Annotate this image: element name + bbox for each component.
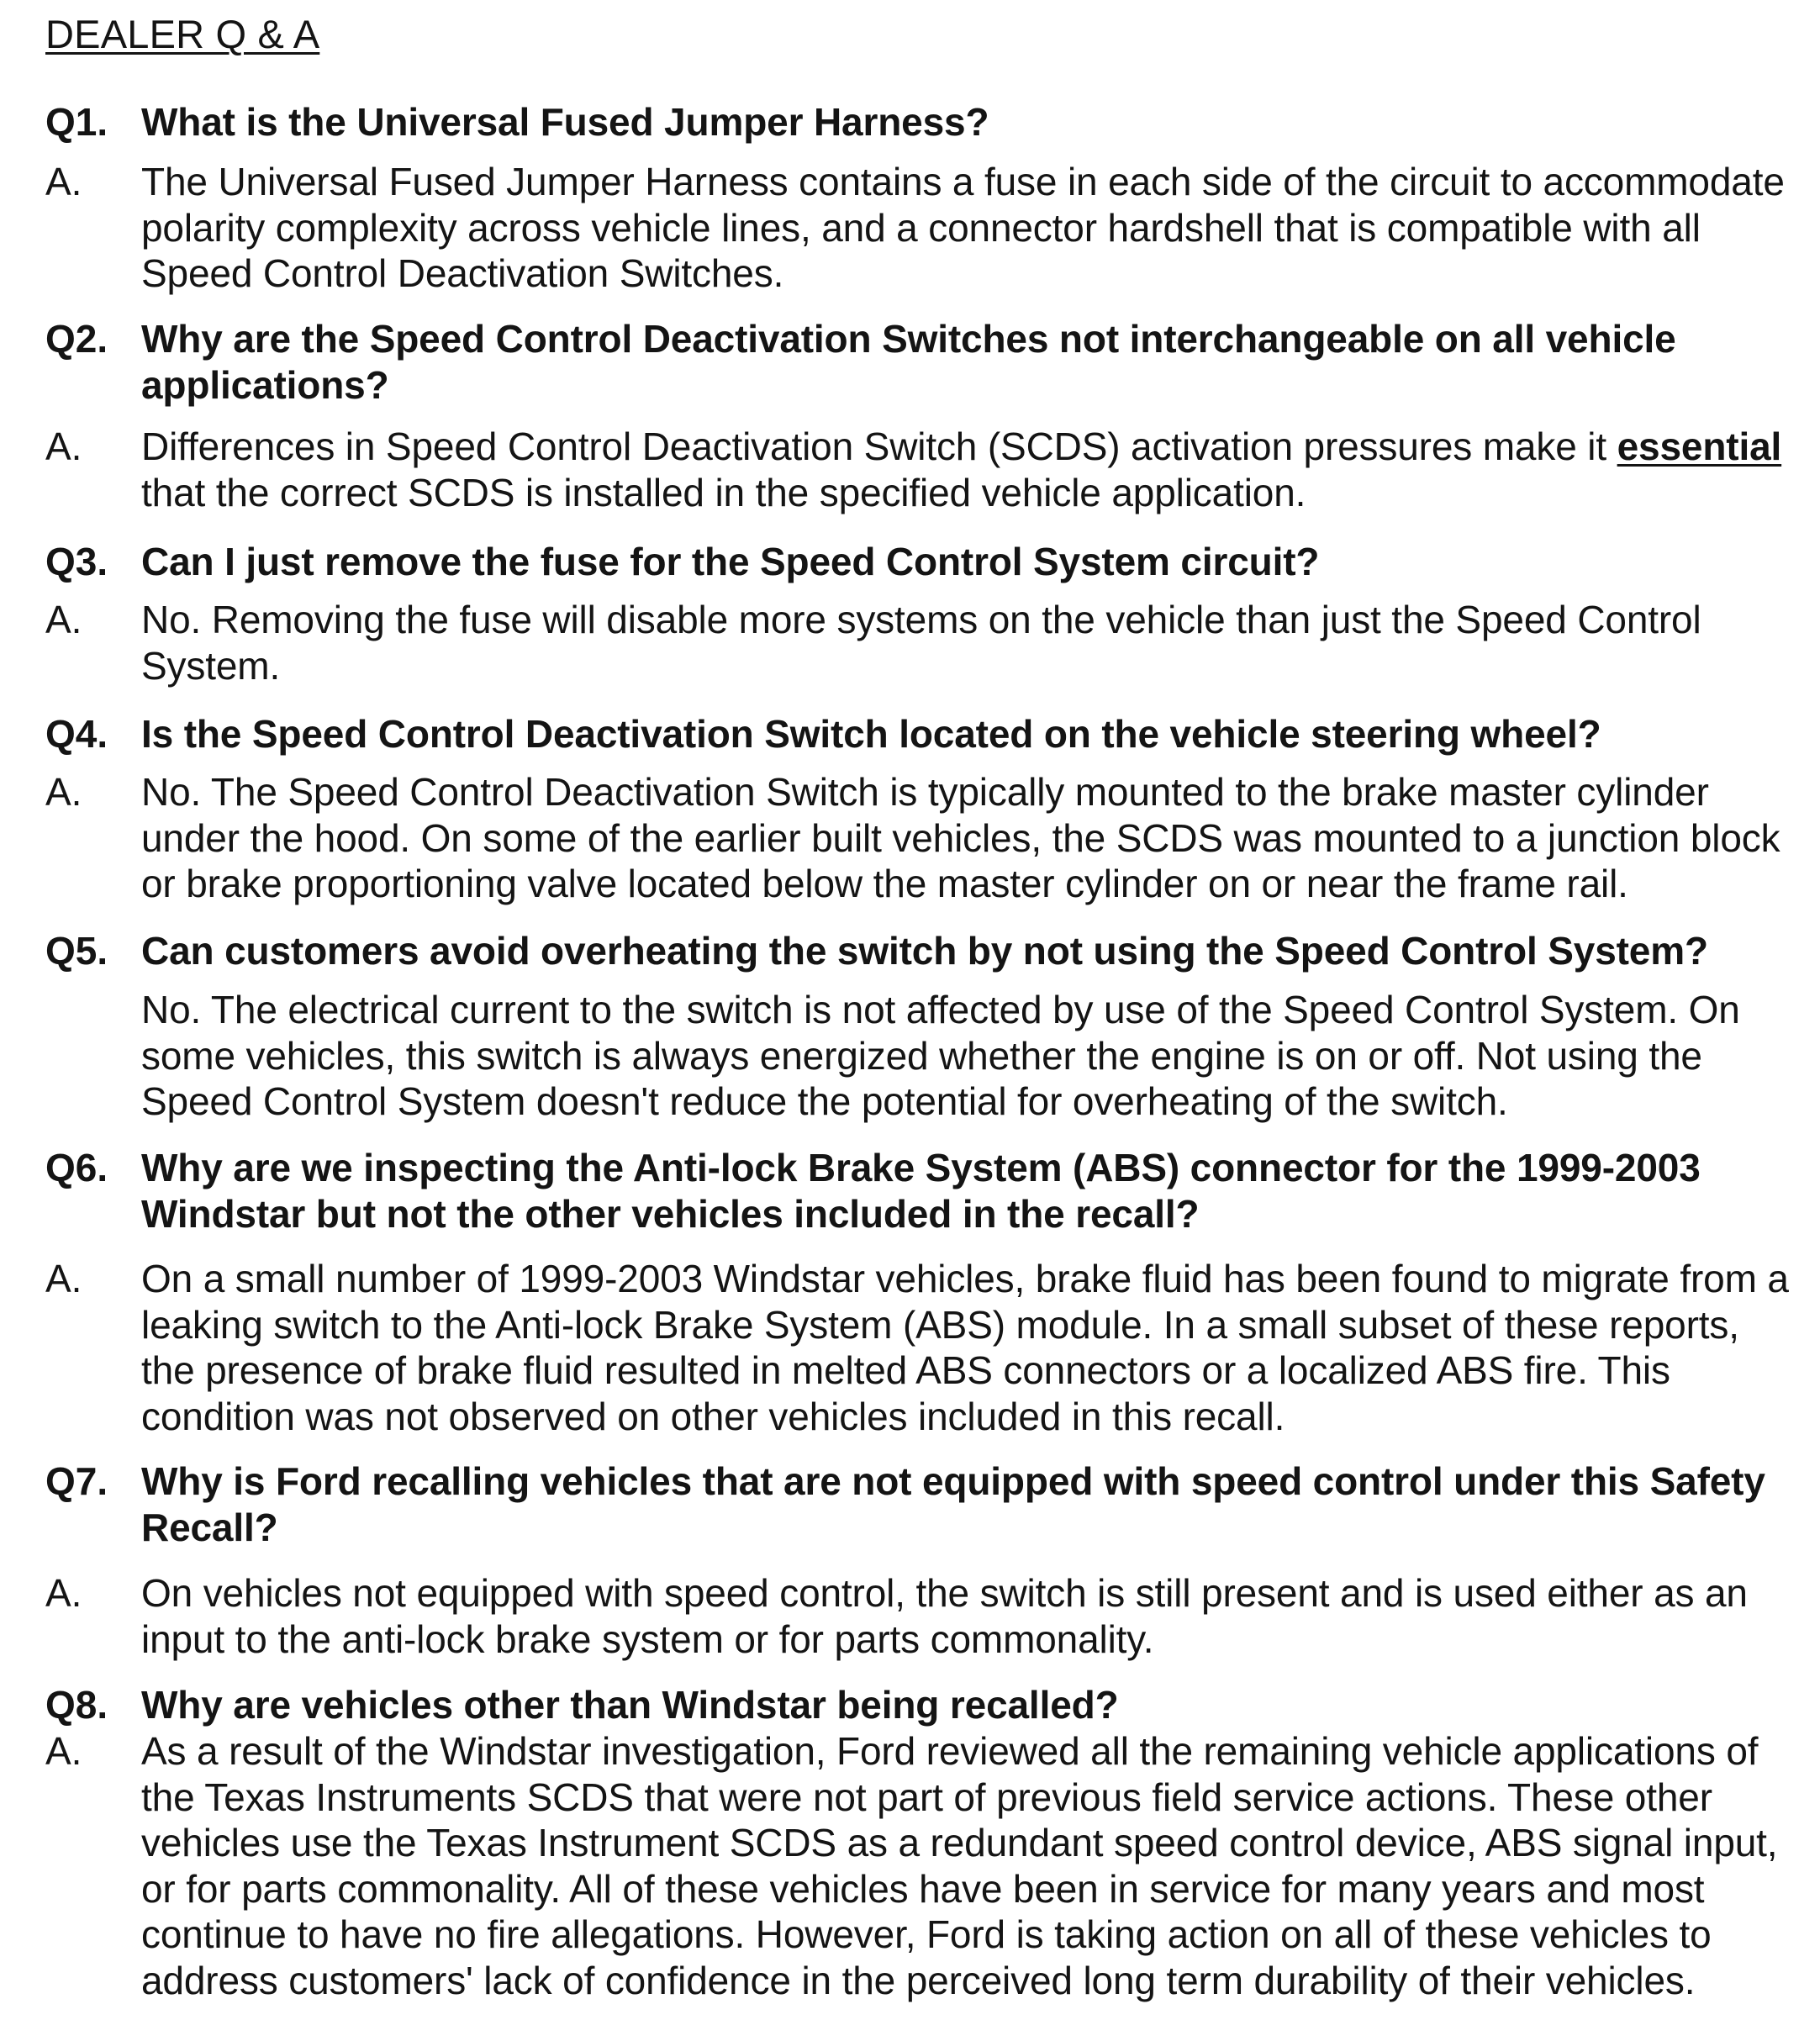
question-label: Q6. [45,1146,108,1189]
question-text: Is the Speed Control Deactivation Switch located on the vehicle steering wheel? [141,712,1601,756]
page-title: DEALER Q & A [45,12,320,56]
question-text: Can customers avoid overheating the switch by not using the Speed Control System? [141,929,1708,973]
answer-label: A. [45,770,82,814]
answer-label: A. [45,160,82,203]
question-text: What is the Universal Fused Jumper Harness? [141,100,989,144]
emphasis-text: essential [1617,425,1782,468]
answer-text: No. The Speed Control Deactivation Switch is typically mounted to the brake master cylinder under the hood. On some of the earlier built vehicles, the SCDS was mounted to a junction block or brake proportioning valve located below the master cylinder on or near the frame rail. [141,770,1780,905]
answer-label: A. [45,425,82,468]
question-text: Can I just remove the fuse for the Speed Control System circuit? [141,540,1320,583]
answer-text: On vehicles not equipped with speed control, the switch is still present and is used either as an input to the anti-lock brake system or for parts commonality. [141,1571,1748,1661]
answer-text-end: that the correct SCDS is installed in the specified vehicle application. [141,470,1306,514]
question-label: Q1. [45,100,108,144]
question-label: Q7. [45,1459,108,1503]
answer-label: A. [45,598,82,641]
answer-text: On a small number of 1999-2003 Windstar vehicles, brake fluid has been found to migrate from a leaking switch to the Anti-lock Brake System (ABS) module. In a small subset of these reports, the presence of brake fluid resulted in melted ABS connectors or a localized ABS fire. This condition was not observed on other vehicles included in this recall. [141,1257,1789,1438]
question-label: Q8. [45,1683,108,1727]
question-label: Q5. [45,929,108,973]
answer-label: A. [45,1729,82,1773]
answer-text [141,424,1789,515]
question-text: Why are the Speed Control Deactivation Switches not interchangeable on all vehicle applications? [141,317,1676,407]
question-label: Q2. [45,317,108,361]
question-label: Q3. [45,540,108,583]
answer-label: A. [45,1571,82,1615]
answer-label: A. [45,1257,82,1300]
answer-text: The Universal Fused Jumper Harness contains a fuse in each side of the circuit to accommodate polarity complexity across vehicle lines, and a connector hardshell that is compatible with all Speed Control Deactivation Switches. [141,160,1785,295]
answer-text: No. Removing the fuse will disable more systems on the vehicle than just the Speed Control System. [141,598,1701,688]
answer-text-start: Differences in Speed Control Deactivation Switch (SCDS) activation pressures make it [141,425,1617,468]
answer-text: As a result of the Windstar investigation, Ford reviewed all the remaining vehicle applications of the Texas Instruments SCDS that were not part of previous field service actions. These other vehicles use the Texas Instrument SCDS as a redundant speed control device, ABS signal input, or for parts commonality. All of these vehicles have been in service for many years and most continue to have no fire allegations. However, Ford is taking action on all of these vehicles to address customers' lack of confidence in the perceived long term durability of their vehicles. [141,1729,1778,2002]
answer-text: No. The electrical current to the switch is not affected by use of the Speed Control System. On some vehicles, this switch is always energized whether the engine is on or off. Not using the Speed Control System doesn't reduce the potential for overheating of the switch. [141,988,1740,1123]
question-text: Why are vehicles other than Windstar being recalled? [141,1683,1119,1727]
question-text: Why are we inspecting the Anti-lock Brake System (ABS) connector for the 1999-2003 Windstar but not the other vehicles included in the recall? [141,1146,1701,1236]
question-label: Q4. [45,712,108,756]
question-text: Why is Ford recalling vehicles that are not equipped with speed control under this Safety Recall? [141,1459,1765,1549]
